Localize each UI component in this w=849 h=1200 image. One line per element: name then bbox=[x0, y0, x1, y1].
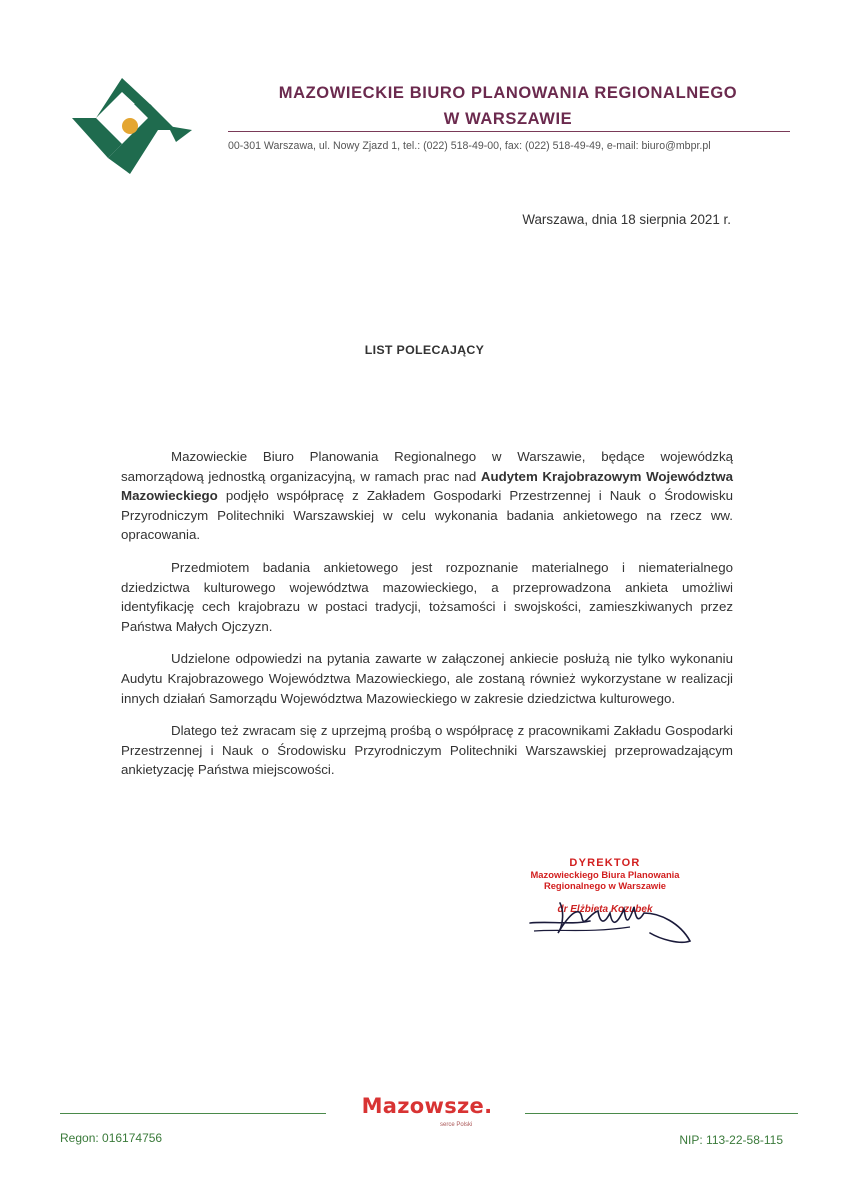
nip-number: NIP: 113-22-58-115 bbox=[679, 1133, 783, 1147]
organization-name-line1: MAZOWIECKIE BIURO PLANOWANIA REGIONALNEGO bbox=[278, 84, 738, 102]
letter-body bbox=[121, 447, 733, 793]
organization-contact: 00-301 Warszawa, ul. Nowy Zjazd 1, tel.: (022) 518-49-00, fax: (022) 518-49-49, e-mail: biuro@mbpr.pl bbox=[228, 140, 711, 152]
paragraph-2: Przedmiotem badania ankietowego jest rozpoznanie materialnego i niematerialnego dziedzictwa kulturowego województwa mazowieckiego, a przeprowadzona ankieta umożliwi identyfikację cech krajobrazu w postaci tradycji, tożsamości i swojskości, zamieszkiwanych przez Państwa Małych Ojczyzn. bbox=[121, 559, 733, 634]
paragraph-1-bold: Audytem Krajobrazowym Województwa Mazowieckiego bbox=[121, 468, 733, 504]
paragraph-1-start: Mazowieckie Biuro Planowania Regionalnego w Warszawie, będące wojewódzką samorządową jednostką organizacyjną, w ramach prac nad bbox=[121, 449, 733, 484]
footer-divider-left bbox=[60, 1113, 326, 1114]
organization-name-line2: W WARSZAWIE bbox=[443, 110, 573, 128]
paragraph-1 bbox=[121, 447, 733, 545]
regon-number: Regon: 016174756 bbox=[60, 1131, 163, 1145]
mazowsze-brand-tagline: serce Polski bbox=[440, 1122, 473, 1128]
paragraph-4: Dlatego też zwracam się z uprzejmą prośbą o współpracę z pracownikami Zakładu Gospodarki Przestrzennej i Nauk o Środowisku Przyrodniczym Politechniki Warszawskiej przeprowadzającym ankietyzację Państwa miejscowości. bbox=[121, 723, 733, 778]
stamp-name: dr Elżbieta Kozubek bbox=[557, 904, 653, 915]
mazowsze-brand-logo: Mazowsze. bbox=[361, 1094, 493, 1118]
handwritten-signature bbox=[520, 883, 700, 953]
document-title: LIST POLECAJĄCY bbox=[364, 343, 485, 357]
organization-name bbox=[228, 80, 788, 132]
mbpr-logo-icon bbox=[72, 78, 192, 174]
stamp-line-2: Mazowieckiego Biura Planowania bbox=[530, 869, 680, 880]
stamp-line-1: DYREKTOR bbox=[569, 857, 641, 869]
paragraph-1-end: podjęło współpracę z Zakładem Gospodarki Przestrzennej i Nauk o Środowisku Przyrodniczym Politechniki Warszawskiej w celu wykonania badania ankietowego na rzecz ww. opracowania. bbox=[121, 488, 733, 543]
footer-divider-right bbox=[525, 1113, 798, 1114]
header-divider bbox=[228, 131, 790, 132]
paragraph-3: Udzielone odpowiedzi na pytania zawarte w załączonej ankiecie posłużą nie tylko wykonaniu Audytu Krajobrazowego Województwa Mazowieckiego, ale zostaną również wykorzystane w realizacji innych działań Samorządu Województwa Mazowieckiego w zakresie dziedzictwa kulturowego. bbox=[121, 651, 733, 706]
stamp-line-3: Regionalnego w Warszawie bbox=[543, 880, 667, 891]
letter-date: Warszawa, dnia 18 sierpnia 2021 r. bbox=[522, 212, 731, 227]
